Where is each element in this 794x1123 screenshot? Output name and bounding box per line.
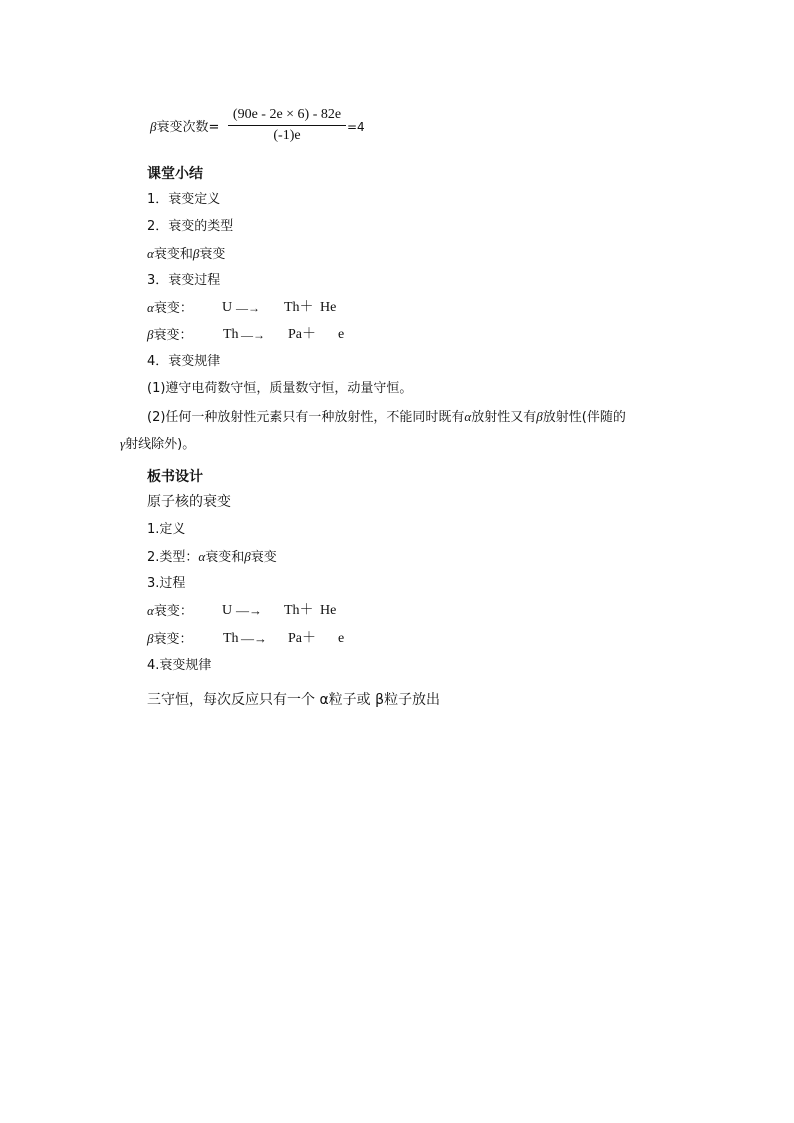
board-conclusion: 三守恒，每次反应只有一个 α粒子或 β粒子放出 bbox=[147, 692, 441, 708]
beta-symbol: β bbox=[536, 409, 543, 424]
board-beta-th: Th bbox=[223, 631, 239, 646]
board-alpha-th: Th＋ bbox=[284, 603, 314, 618]
summary-beta-th: Th bbox=[223, 327, 239, 342]
beta-label-text: 衰变： bbox=[153, 328, 193, 343]
types-text: 衰变和 bbox=[153, 247, 193, 262]
summary-item-4: 4．衰变规律 bbox=[147, 354, 221, 369]
fraction-bar bbox=[228, 125, 346, 126]
summary-beta-e: e bbox=[338, 327, 345, 342]
board-item-4: 4.衰变规律 bbox=[147, 658, 212, 673]
rule2-text-b: 放射性又有 bbox=[471, 410, 537, 425]
board-alpha-arrow: —→ bbox=[236, 603, 262, 618]
formula-label-text: 衰变次数= bbox=[156, 120, 220, 135]
board-item2-text-c: 衰变 bbox=[250, 550, 277, 565]
board-beta-decay-label bbox=[147, 631, 193, 648]
board-title: 原子核的衰变 bbox=[147, 494, 231, 510]
fraction-denominator: (-1)e bbox=[273, 128, 301, 143]
alpha-symbol: α bbox=[198, 549, 206, 564]
board-beta-pa: Pa＋ bbox=[288, 631, 316, 646]
board-item2-text-b: 衰变和 bbox=[205, 550, 245, 565]
summary-rule-2 bbox=[147, 409, 626, 426]
rule2-text-a: (2)任何一种放射性元素只有一种放射性，不能同时既有 bbox=[147, 410, 465, 425]
summary-alpha-u: U bbox=[222, 300, 233, 315]
summary-beta-pa: Pa＋ bbox=[288, 327, 316, 342]
alpha-symbol: α bbox=[464, 409, 472, 424]
beta-symbol: β bbox=[150, 119, 157, 134]
fraction-numerator: (90e - 2e × 6) - 82e bbox=[232, 107, 342, 122]
board-item-2 bbox=[147, 549, 277, 566]
summary-alpha-arrow: —→ bbox=[236, 301, 260, 315]
board-item-3: 3.过程 bbox=[147, 576, 186, 591]
gamma-symbol: γ bbox=[120, 436, 126, 451]
summary-alpha-th: Th＋ bbox=[284, 300, 314, 315]
board-beta-arrow: —→ bbox=[241, 631, 267, 646]
alpha-symbol: α bbox=[147, 603, 154, 618]
summary-types-line bbox=[147, 246, 225, 263]
board-heading: 板书设计 bbox=[147, 469, 203, 485]
formula-label bbox=[150, 119, 219, 136]
board-beta-e: e bbox=[338, 631, 345, 646]
alpha-symbol: α bbox=[147, 246, 154, 261]
summary-heading: 课堂小结 bbox=[147, 166, 203, 182]
summary-alpha-he: He bbox=[320, 300, 337, 315]
fraction bbox=[228, 107, 346, 144]
summary-rule-2-cont bbox=[120, 436, 195, 453]
beta-symbol: β bbox=[147, 327, 154, 342]
summary-alpha-decay-label bbox=[147, 300, 193, 317]
beta-symbol: β bbox=[192, 246, 200, 261]
summary-rule-1: (1)遵守电荷数守恒，质量数守恒，动量守恒。 bbox=[147, 381, 413, 396]
alpha-label-text: 衰变： bbox=[153, 301, 193, 316]
rule2-text-c: 放射性(伴随的 bbox=[542, 410, 626, 425]
summary-beta-arrow: —→ bbox=[241, 328, 265, 342]
alpha-label-text: 衰变： bbox=[153, 604, 193, 619]
summary-item-1: 1．衰变定义 bbox=[147, 192, 221, 207]
summary-item-3: 3．衰变过程 bbox=[147, 273, 221, 288]
board-alpha-he: He bbox=[320, 603, 337, 618]
summary-beta-decay-label bbox=[147, 327, 193, 344]
summary-item-2: 2．衰变的类型 bbox=[147, 219, 234, 234]
beta-label-text: 衰变： bbox=[153, 632, 193, 647]
beta-symbol: β bbox=[244, 549, 251, 564]
board-item-1: 1.定义 bbox=[147, 522, 186, 537]
board-alpha-u: U bbox=[222, 603, 233, 618]
rule2-text-d: 射线除外)。 bbox=[125, 437, 196, 452]
alpha-symbol: α bbox=[147, 300, 154, 315]
board-item2-text-a: 2.类型： bbox=[147, 550, 199, 565]
board-alpha-decay-label bbox=[147, 603, 193, 620]
formula-result: =4 bbox=[347, 120, 365, 134]
beta-symbol: β bbox=[147, 631, 154, 646]
types-end-text: 衰变 bbox=[199, 247, 226, 262]
